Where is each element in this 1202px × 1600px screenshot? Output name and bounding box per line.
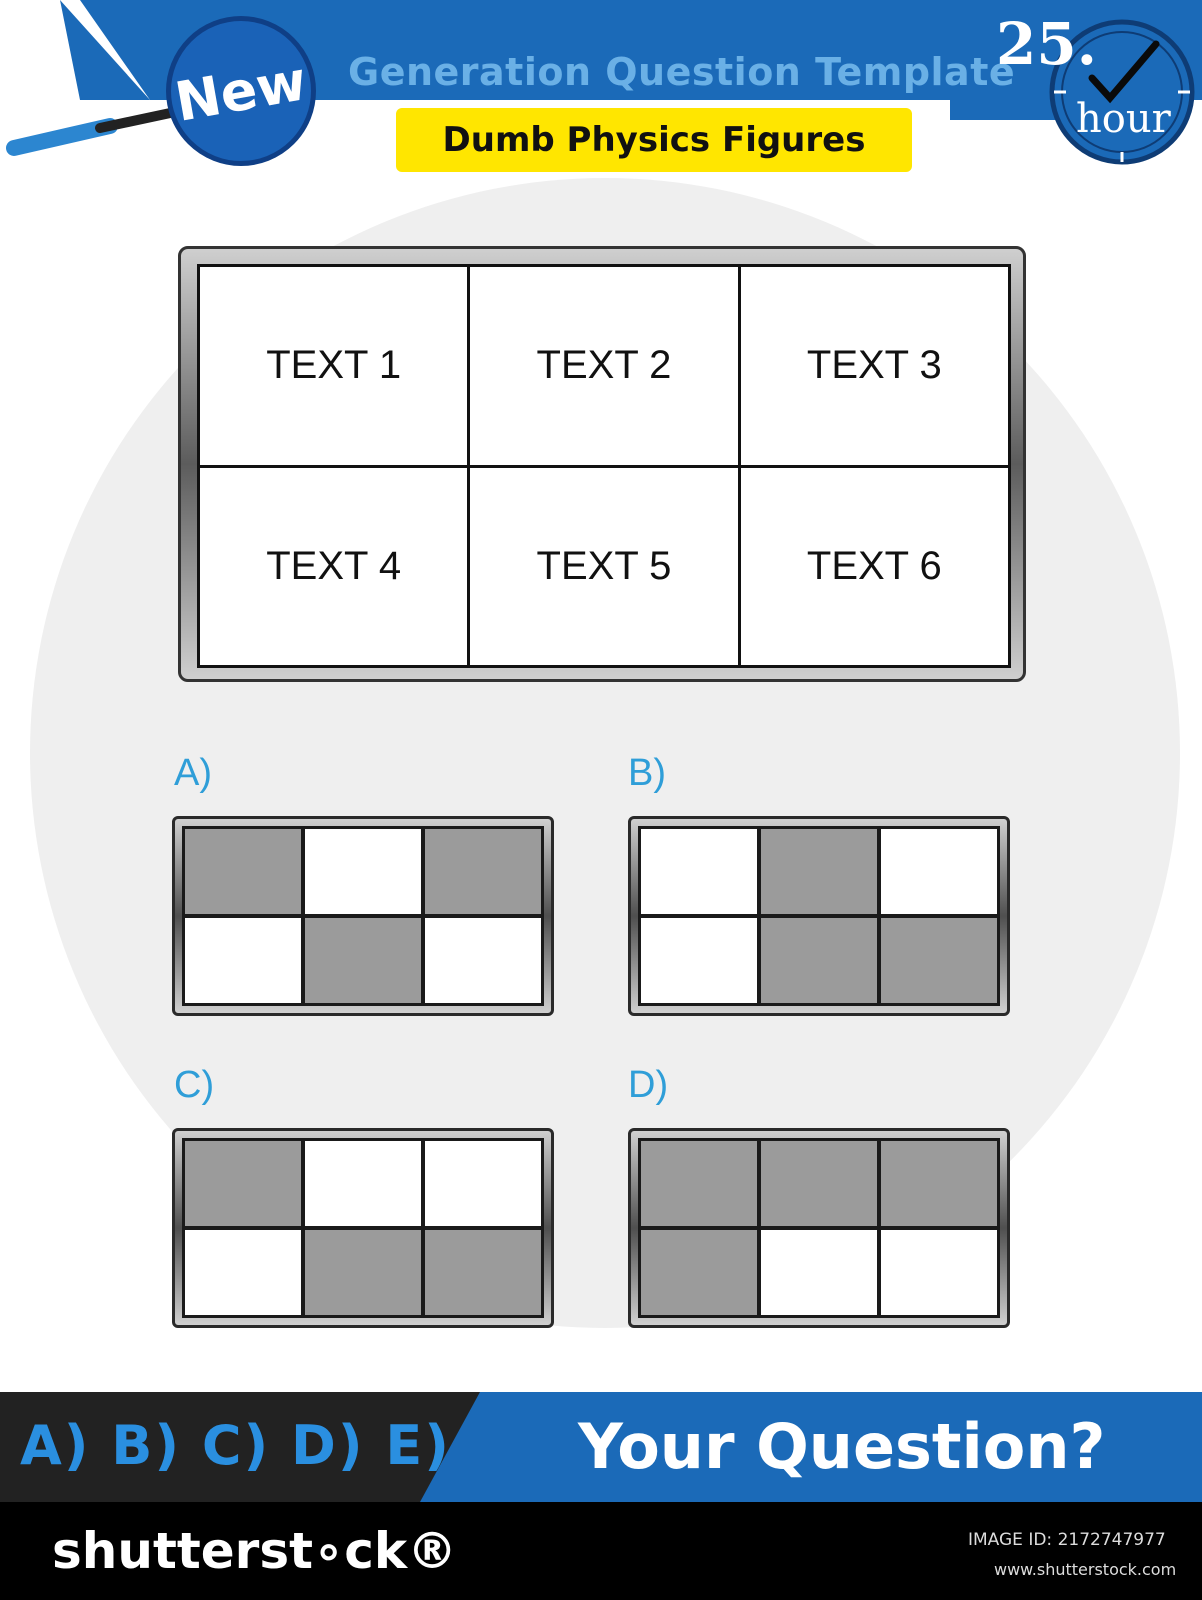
blank-cell bbox=[641, 918, 757, 1003]
shaded-cell bbox=[761, 918, 877, 1003]
option-grid bbox=[638, 1138, 1000, 1318]
question-prompt: Your Question? bbox=[578, 1410, 1106, 1483]
shaded-cell bbox=[425, 1230, 541, 1315]
shaded-cell bbox=[881, 1141, 997, 1226]
hour-number: 25. bbox=[996, 10, 1097, 78]
page-title: Generation Question Template bbox=[348, 50, 1016, 94]
shaded-cell bbox=[881, 918, 997, 1003]
shaded-cell bbox=[761, 1141, 877, 1226]
subtitle: Dumb Physics Figures bbox=[442, 120, 866, 160]
shaded-cell bbox=[425, 829, 541, 914]
new-badge-label: New bbox=[170, 48, 312, 134]
site-url: www.shutterstock.com bbox=[994, 1560, 1177, 1579]
option-b-figure[interactable] bbox=[628, 816, 1010, 1016]
option-a-label: A) bbox=[174, 752, 212, 794]
shaded-cell bbox=[641, 1141, 757, 1226]
table-cell: TEXT 4 bbox=[200, 468, 467, 666]
hour-label: hour bbox=[1076, 96, 1171, 142]
shaded-cell bbox=[185, 829, 301, 914]
subtitle-box bbox=[396, 108, 912, 172]
table-cell: TEXT 2 bbox=[470, 267, 737, 465]
option-a-figure[interactable] bbox=[172, 816, 554, 1016]
shaded-cell bbox=[305, 918, 421, 1003]
new-badge bbox=[166, 16, 316, 166]
option-grid bbox=[638, 826, 1000, 1006]
table-cell: TEXT 6 bbox=[741, 468, 1008, 666]
blank-cell bbox=[425, 1141, 541, 1226]
table-cell: TEXT 5 bbox=[470, 468, 737, 666]
blank-cell bbox=[761, 1230, 877, 1315]
table-cell: TEXT 3 bbox=[741, 267, 1008, 465]
answer-choices: A) B) C) D) E) bbox=[20, 1414, 451, 1477]
blank-cell bbox=[881, 829, 997, 914]
blank-cell bbox=[425, 918, 541, 1003]
option-grid bbox=[182, 1138, 544, 1318]
blank-cell bbox=[881, 1230, 997, 1315]
shaded-cell bbox=[761, 829, 877, 914]
blank-cell bbox=[305, 829, 421, 914]
main-table bbox=[197, 264, 1011, 668]
option-grid bbox=[182, 826, 544, 1006]
blank-cell bbox=[185, 1230, 301, 1315]
image-id: IMAGE ID: 2172747977 bbox=[968, 1530, 1166, 1550]
blank-cell bbox=[185, 918, 301, 1003]
blank-cell bbox=[641, 829, 757, 914]
option-c-figure[interactable] bbox=[172, 1128, 554, 1328]
brand-logo: shutterst∘ck® bbox=[52, 1522, 458, 1580]
option-d-label: D) bbox=[628, 1064, 669, 1106]
option-c-label: C) bbox=[174, 1064, 215, 1106]
blank-cell bbox=[305, 1141, 421, 1226]
shaded-cell bbox=[305, 1230, 421, 1315]
shaded-cell bbox=[185, 1141, 301, 1226]
table-cell: TEXT 1 bbox=[200, 267, 467, 465]
option-d-figure[interactable] bbox=[628, 1128, 1010, 1328]
option-b-label: B) bbox=[628, 752, 666, 794]
shaded-cell bbox=[641, 1230, 757, 1315]
